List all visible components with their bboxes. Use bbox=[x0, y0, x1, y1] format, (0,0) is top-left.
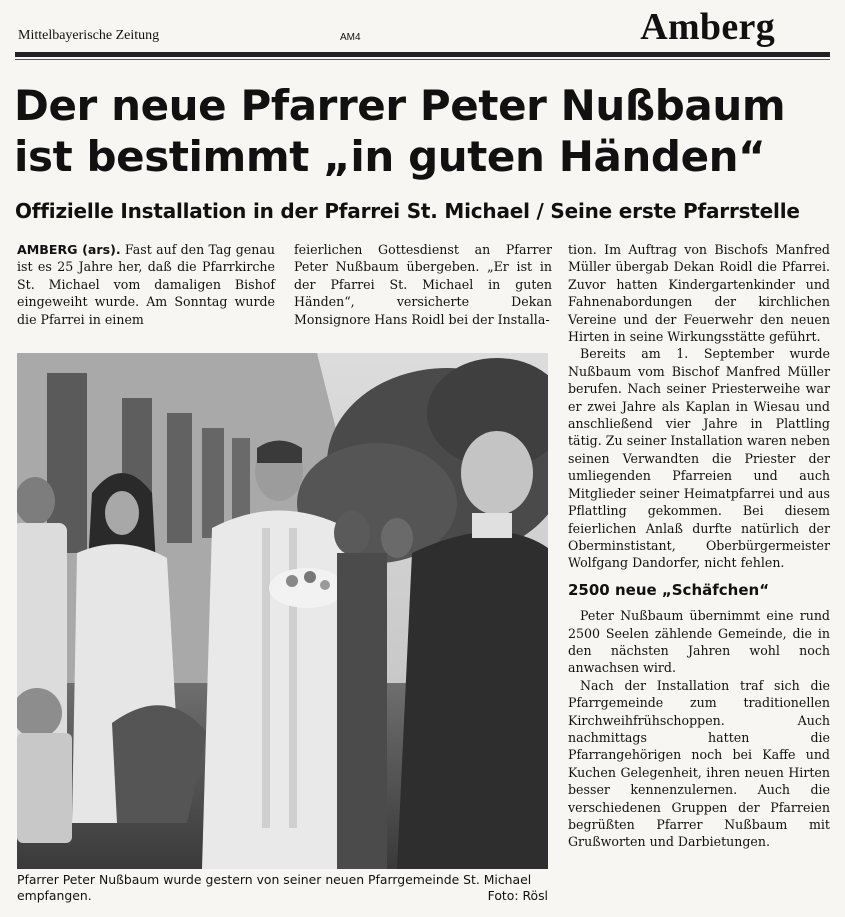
paragraph: Nach der Installation traf sich die Pfarrgemeinde zum traditionellen Kirchweihfrühschoppen. Auch nachmittags hatten die Pfarrangehörigen noch bei Kaffe und Kuchen Gelegenheit, ihren neuen Hirten besser kennenzulernen. Auch die verschiedenen Gruppen der Pfarreien begrüßten Pfarrer Nußbaum mit Grußworten und Darbietungen. bbox=[568, 677, 830, 850]
lead-text: Fast auf den Tag genau ist es 25 Jahre her, daß die Pfarrkirche St. Michael vom damaligen Bishof eingeweiht wurde. Am Sonntag wurde die Pfarrei in einem bbox=[17, 242, 275, 327]
article-column-1 bbox=[17, 241, 275, 328]
headline-line-2: ist bestimmt „in guten Händen“ bbox=[14, 132, 766, 181]
photo-credit: Foto: Rösl bbox=[487, 888, 548, 903]
headline bbox=[14, 80, 834, 182]
photo-illustration bbox=[17, 353, 548, 869]
headline-line-1: Der neue Pfarrer Peter Nußbaum bbox=[14, 81, 786, 130]
article-column-2 bbox=[294, 241, 552, 328]
article-photo bbox=[17, 353, 548, 869]
paragraph: Peter Nußbaum übernimmt eine rund 2500 Seelen zählende Gemeinde, die in den nächsten Jahren wohl noch anwachsen wird. bbox=[568, 608, 830, 676]
caption-text: Pfarrer Peter Nußbaum wurde gestern von seiner neuen Pfarrgemeinde St. Michael empfangen. bbox=[17, 872, 532, 903]
page-number: AM4 bbox=[340, 32, 361, 43]
dateline: AMBERG (ars). bbox=[17, 242, 121, 257]
subheadline: Offizielle Installation in der Pfarrei St. Michael / Seine erste Pfarrstelle bbox=[15, 199, 800, 223]
column-2-text: feierlichen Gottesdienst an Pfarrer Peter Nußbaum übergeben. „Er ist in der Pfarrei St. Michael in guten Händen“, versicherte Dekan Monsignore Hans Roidl bei der Installa- bbox=[294, 242, 552, 327]
person bbox=[397, 532, 548, 869]
masthead-rule-thin bbox=[15, 59, 830, 60]
newspaper-name: Mittelbayerische Zeitung bbox=[18, 28, 160, 43]
lead-paragraph bbox=[17, 241, 275, 328]
paragraph: tion. Im Auftrag von Bischofs Manfred Müller übergab Dekan Roidl die Pfarrei. Zuvor hatten Kindergartenkinder und Fahnenabordungen der kirchlichen Vereine und der Feuerwehr den neuen Hirten in seine Wirkungsstätte geführt. bbox=[568, 242, 830, 345]
masthead-rule bbox=[15, 52, 830, 57]
building-window bbox=[202, 428, 224, 538]
person-head bbox=[461, 431, 533, 515]
building-window bbox=[167, 413, 192, 543]
article-column-3 bbox=[568, 241, 830, 851]
section-heading: 2500 neue „Schäfchen“ bbox=[568, 580, 770, 599]
photo-caption bbox=[17, 872, 548, 904]
local-section-title: Amberg bbox=[640, 6, 775, 48]
masthead bbox=[15, 6, 830, 52]
paragraph: Bereits am 1. September wurde Nußbaum vom Bischof Manfred Müller berufen. Nach seiner Priesterweihe war er zwei Jahre als Kaplan in Wiesau und anschließend vier Jahre in Plattling tätig. Zu seiner Installation waren neben seinen Verwandten die Priester der umliegenden Pfarreien und auch Mitglieder seiner Heimatpfarrei und aus Pflattling gekommen. Bei diesem feierlichen Anlaß durfte natürlich der Oberminstistant, Oberbürgermeister Wolfgang Dandorfer, nicht fehlen. bbox=[568, 346, 830, 571]
